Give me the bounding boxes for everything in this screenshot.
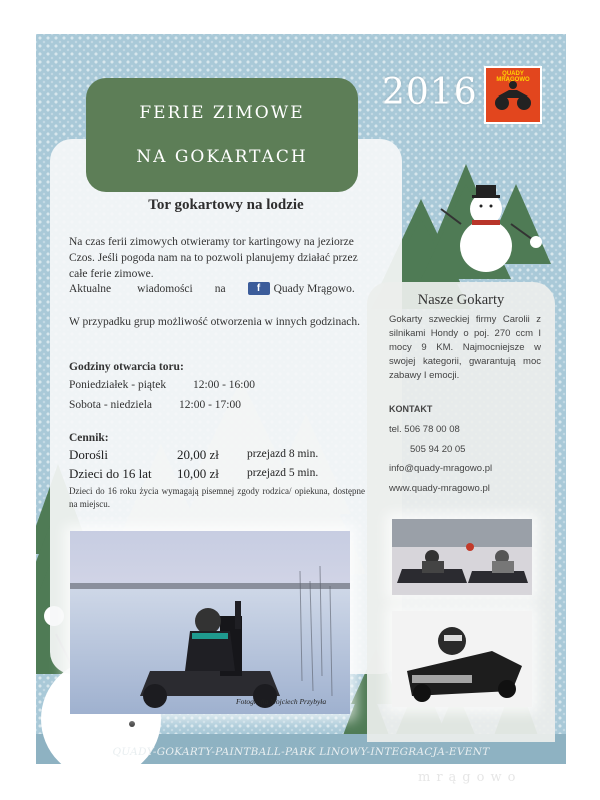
news-word-1: Aktualne	[69, 282, 112, 295]
watermark: mrągowo	[418, 770, 522, 785]
contact-phone-1[interactable]: tel. 506 78 00 08	[389, 424, 460, 435]
main-photo	[70, 531, 350, 714]
price-value: 20,00 zł	[177, 447, 219, 462]
contact-email[interactable]: info@quady-mragowo.pl	[389, 463, 493, 474]
price-value: 10,00 zł	[177, 466, 219, 481]
poster	[36, 34, 566, 764]
company-logo[interactable]	[484, 66, 542, 124]
facebook-icon[interactable]: f	[248, 282, 270, 295]
hours-days: Poniedziałek - piątek	[69, 379, 167, 391]
price-group: Dzieci do 16 lat	[69, 466, 152, 481]
groups-paragraph: W przypadku grup możliwość otworzenia w innych godzinach.	[69, 316, 361, 328]
hours-heading: Godziny otwarcia toru:	[69, 361, 184, 373]
facebook-link[interactable]: Quady Mrągowo.	[273, 282, 355, 295]
price-ride: przejazd 5 min.	[247, 467, 319, 479]
hours-time: 12:00 - 16:00	[193, 379, 255, 391]
news-word-2: wiadomości	[137, 282, 193, 295]
pricing-heading: Cennik:	[69, 432, 109, 444]
title-line2: NA GOKARTACH	[136, 147, 308, 167]
karts-description: Gokarty szweckiej firmy Carolii z silnikami Hondy o poj. 270 ccm I mocy 9 KM. Najmocniejsze w swojej kategorii, gwarantują moc zabawy I emocji.	[389, 314, 541, 381]
hours-days: Sobota - niedziela	[69, 399, 153, 411]
photo-credit: Fotografia Wojciech Przybyła	[236, 697, 327, 706]
karts-photo-1	[392, 519, 532, 595]
subtitle: Tor gokartowy na lodzie	[148, 197, 304, 213]
contact-heading: KONTAKT	[389, 404, 433, 414]
news-line	[69, 282, 359, 295]
news-word-3: na	[214, 282, 226, 295]
intro-paragraph: Na czas ferii zimowych otwieramy tor kartingowy na jeziorze Czos. Jeśli pogoda nam na to pozwoli planujemy działać przez całe ferie zimowe.	[69, 236, 358, 280]
year-label: 2016	[382, 72, 478, 113]
pricing-note: Dzieci do 16 roku życia wymagają pisemnej zgody rodzica/ opiekuna, dostępne na miejscu.	[69, 486, 365, 509]
hours-time: 12:00 - 17:00	[179, 399, 241, 411]
contact-phone-2[interactable]: 505 94 20 05	[410, 444, 466, 455]
karts-photo-2	[392, 611, 532, 707]
title-line1: FERIE ZIMOWE	[139, 103, 305, 123]
footer-slogan: QUADY-GOKARTY-PAINTBALL-PARK LINOWY-INTEGRACJA-EVENT	[112, 746, 490, 758]
contact-website[interactable]: www.quady-mragowo.pl	[389, 483, 490, 494]
price-group: Dorośli	[69, 447, 108, 462]
karts-heading: Nasze Gokarty	[417, 292, 505, 308]
price-ride: przejazd 8 min.	[247, 448, 319, 460]
quad-icon	[493, 78, 533, 112]
logo-text: QUADY MRĄGOWO	[496, 71, 530, 83]
title-box	[86, 78, 358, 192]
